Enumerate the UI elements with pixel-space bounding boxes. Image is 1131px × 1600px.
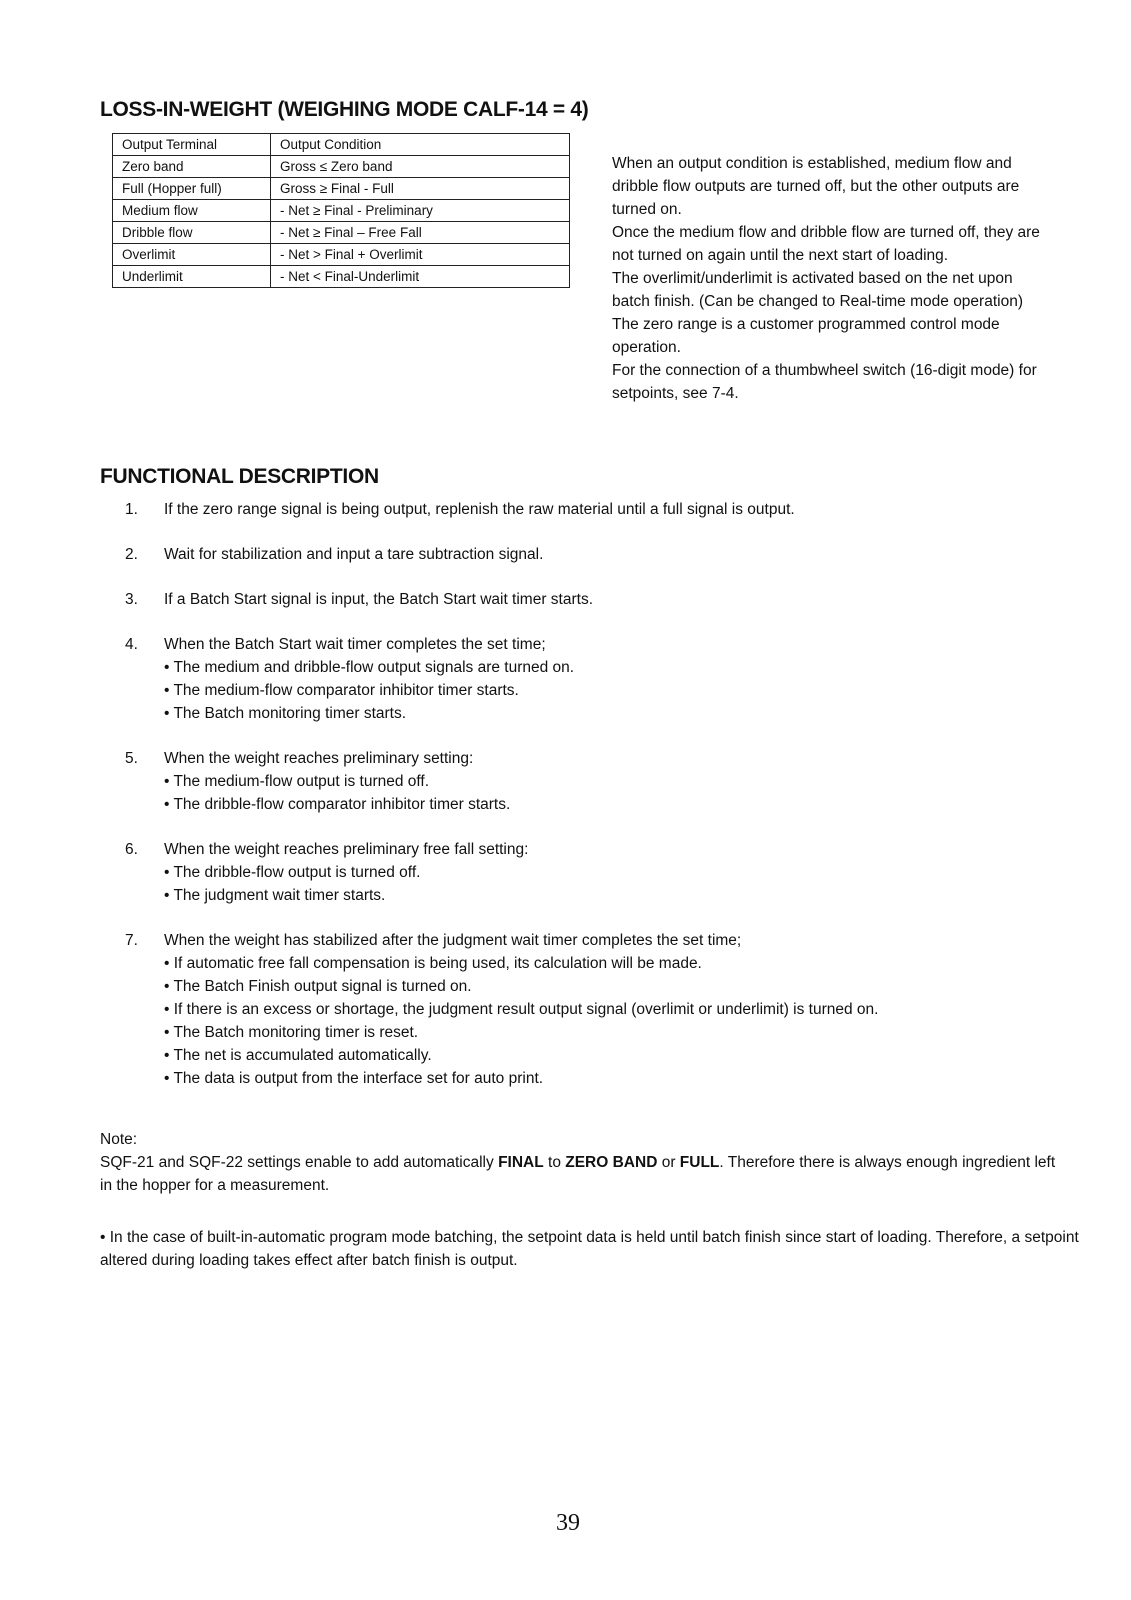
step-item xyxy=(125,929,1085,1090)
step-number: 5. xyxy=(125,750,138,767)
step-bullet: • The data is output from the interface set for auto print. xyxy=(164,1070,544,1087)
table-header-row xyxy=(113,134,570,156)
output-notes xyxy=(612,152,1052,405)
step-item xyxy=(125,747,1085,816)
step-bullet: • The dribble-flow output is turned off. xyxy=(164,864,421,881)
output-terminal-cell: Full (Hopper full) xyxy=(113,178,271,200)
table-row xyxy=(113,266,570,288)
step-text: When the weight has stabilized after the judgment wait timer completes the set time; xyxy=(164,932,742,949)
step-bullet: • The net is accumulated automatically. xyxy=(164,1047,432,1064)
step-line xyxy=(125,838,1085,861)
table-row xyxy=(113,178,570,200)
step-bullets xyxy=(125,952,1085,1090)
step-number: 3. xyxy=(125,591,138,608)
step-bullets xyxy=(125,861,1085,907)
output-note: For the connection of a thumbwheel switch (16-digit mode) for setpoints, see 7-4. xyxy=(612,362,1037,402)
setpoint-note xyxy=(100,1226,1090,1272)
step-line xyxy=(125,588,1085,611)
section-heading-loss-in-weight: LOSS-IN-WEIGHT (WEIGHING MODE CALF-14 = 4) xyxy=(100,98,589,121)
step-bullet: • The Batch Finish output signal is turned on. xyxy=(164,978,472,995)
step-bullet: • If automatic free fall compensation is being used, its calculation will be made. xyxy=(164,955,702,972)
output-note: Once the medium flow and dribble flow are turned off, they are not turned on again until the next start of loading. xyxy=(612,224,1040,264)
setpoint-note-text: • In the case of built-in-automatic program mode batching, the setpoint data is held until batch finish since start of loading. Therefore, a setpoint altered during loading takes effect after batch finish is output. xyxy=(100,1229,1079,1269)
output-note: When an output condition is established, medium flow and dribble flow outputs are turned off, but the other outputs are turned on. xyxy=(612,155,1020,218)
step-bullet: • The medium and dribble-flow output signals are turned on. xyxy=(164,659,575,676)
functional-steps-list xyxy=(125,498,1085,1112)
output-condition-cell: - Net < Final-Underlimit xyxy=(271,266,570,288)
output-note: The zero range is a customer programmed control mode operation. xyxy=(612,316,1000,356)
output-condition-table xyxy=(112,133,570,288)
section-heading-functional-description: FUNCTIONAL DESCRIPTION xyxy=(100,465,379,488)
output-terminal-cell: Output Terminal xyxy=(113,134,271,156)
step-line xyxy=(125,747,1085,770)
note-text: SQF-21 and SQF-22 settings enable to add automatically FINAL to ZERO BAND or FULL. Therefore there is always enough ingredient left in the hopper for a measurement. xyxy=(100,1154,1056,1194)
step-text: If the zero range signal is being output, replenish the raw material until a full signal is output. xyxy=(164,501,795,518)
step-line xyxy=(125,929,1085,952)
step-item xyxy=(125,543,1085,566)
output-terminal-cell: Overlimit xyxy=(113,244,271,266)
output-condition-cell: - Net ≥ Final - Preliminary xyxy=(271,200,570,222)
step-text: When the Batch Start wait timer completes the set time; xyxy=(164,636,546,653)
step-text: Wait for stabilization and input a tare subtraction signal. xyxy=(164,546,544,563)
zero-band-keyword: ZERO BAND xyxy=(565,1154,658,1171)
note-block xyxy=(100,1128,1060,1197)
step-number: 1. xyxy=(125,501,138,518)
step-item xyxy=(125,588,1085,611)
output-terminal-cell: Underlimit xyxy=(113,266,271,288)
step-text: When the weight reaches preliminary setting: xyxy=(164,750,474,767)
note-label: Note: xyxy=(100,1131,138,1148)
step-bullet: • The judgment wait timer starts. xyxy=(164,887,386,904)
table-row xyxy=(113,156,570,178)
table-row xyxy=(113,200,570,222)
page-number: 39 xyxy=(556,1510,580,1536)
step-bullet: • The medium-flow comparator inhibitor timer starts. xyxy=(164,682,519,699)
step-item xyxy=(125,633,1085,725)
step-bullet: • The dribble-flow comparator inhibitor timer starts. xyxy=(164,796,511,813)
output-condition-cell: Gross ≥ Final - Full xyxy=(271,178,570,200)
table-row xyxy=(113,222,570,244)
step-text: If a Batch Start signal is input, the Batch Start wait timer starts. xyxy=(164,591,594,608)
step-text: When the weight reaches preliminary free fall setting: xyxy=(164,841,529,858)
step-number: 6. xyxy=(125,841,138,858)
step-bullet: • The Batch monitoring timer is reset. xyxy=(164,1024,419,1041)
step-bullets xyxy=(125,656,1085,725)
step-bullet: • The Batch monitoring timer starts. xyxy=(164,705,407,722)
step-number: 2. xyxy=(125,546,138,563)
output-note: The overlimit/underlimit is activated based on the net upon batch finish. (Can be changed to Real-time mode operation) xyxy=(612,270,1023,310)
output-condition-cell: - Net > Final + Overlimit xyxy=(271,244,570,266)
step-line xyxy=(125,633,1085,656)
step-line xyxy=(125,498,1085,521)
output-condition-cell: Output Condition xyxy=(271,134,570,156)
step-item xyxy=(125,498,1085,521)
step-bullets xyxy=(125,770,1085,816)
output-condition-cell: - Net ≥ Final – Free Fall xyxy=(271,222,570,244)
output-terminal-cell: Dribble flow xyxy=(113,222,271,244)
full-keyword: FULL xyxy=(679,1154,720,1171)
step-number: 4. xyxy=(125,636,138,653)
step-item xyxy=(125,838,1085,907)
step-line xyxy=(125,543,1085,566)
output-terminal-cell: Medium flow xyxy=(113,200,271,222)
step-bullet: • The medium-flow output is turned off. xyxy=(164,773,430,790)
step-number: 7. xyxy=(125,932,138,949)
output-condition-cell: Gross ≤ Zero band xyxy=(271,156,570,178)
output-terminal-cell: Zero band xyxy=(113,156,271,178)
final-keyword: FINAL xyxy=(498,1154,544,1171)
table-row xyxy=(113,244,570,266)
step-bullet: • If there is an excess or shortage, the judgment result output signal (overlimit or underlimit) is turned on. xyxy=(164,1001,879,1018)
